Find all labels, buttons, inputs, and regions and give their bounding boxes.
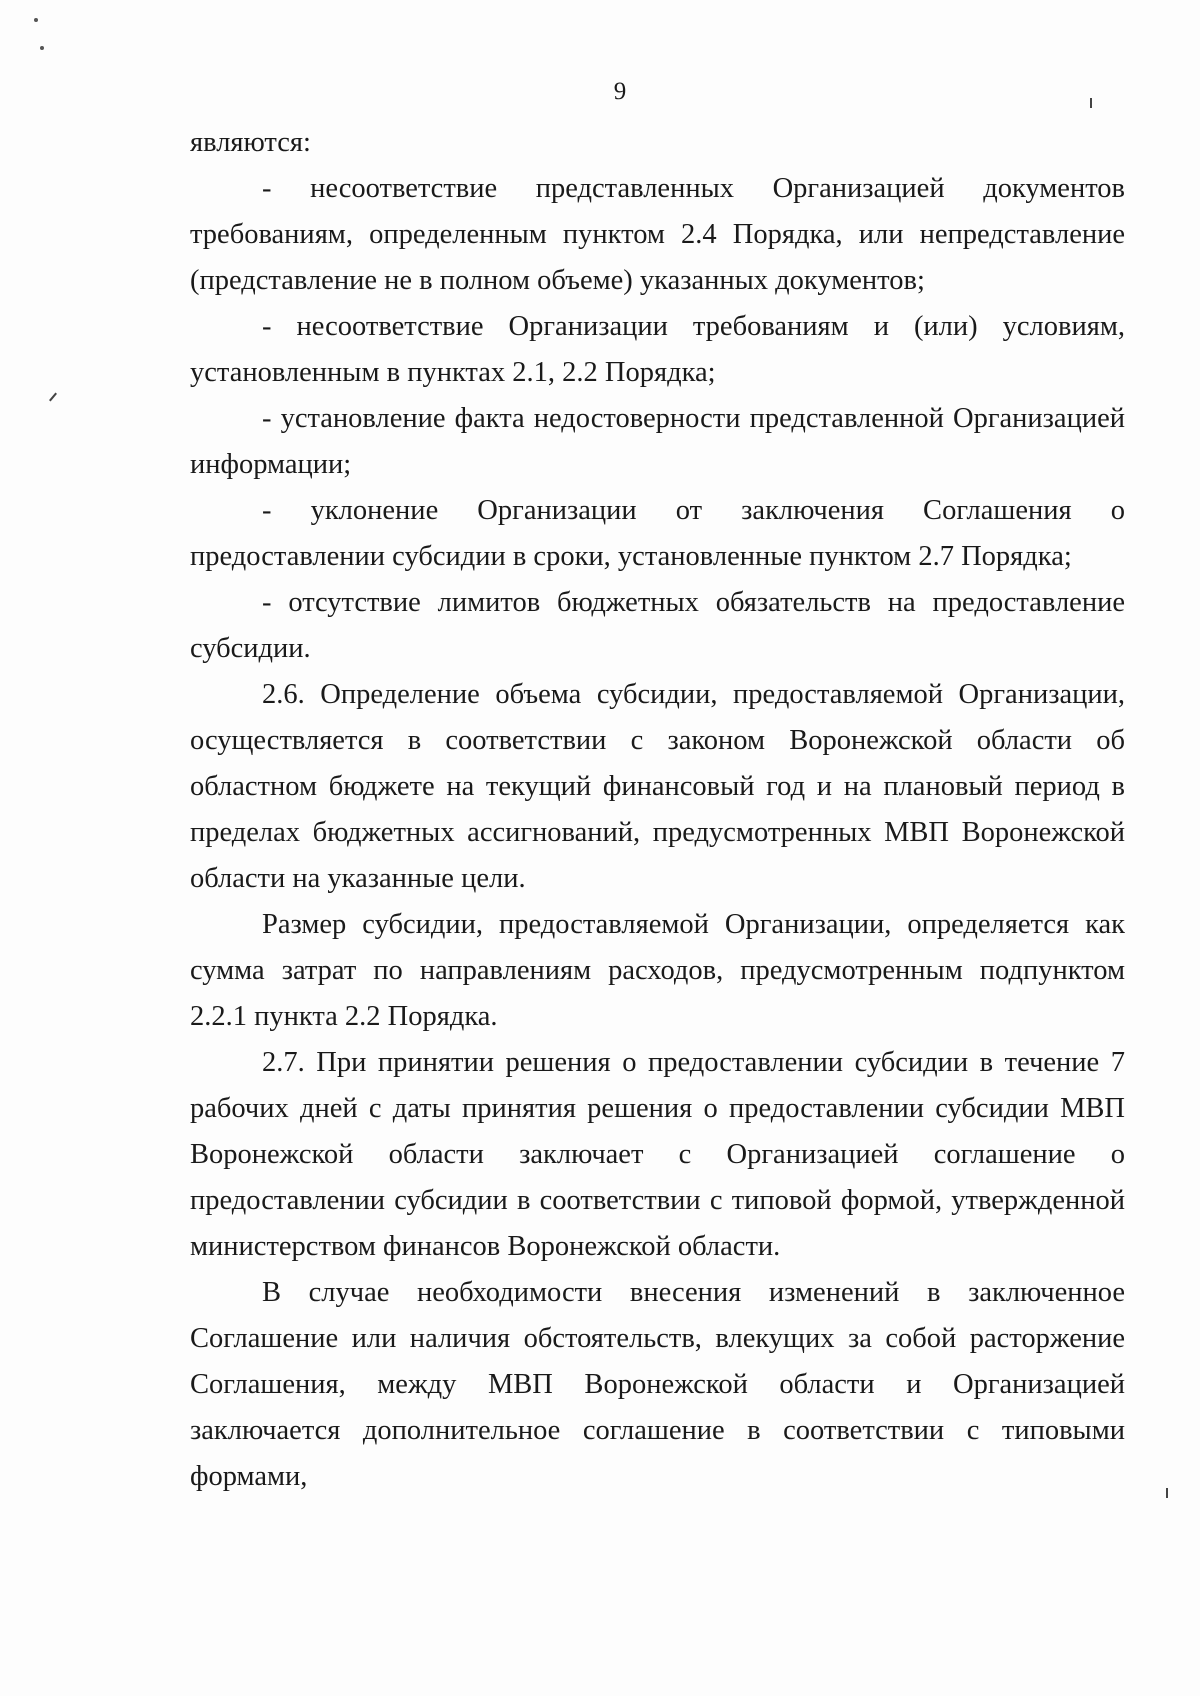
scan-speck bbox=[1166, 1488, 1168, 1498]
list-item-agreement-evasion: - уклонение Организации от заключения Соглашения о предоставлении субсидии в сроки, установленные пунктом 2.7 Порядка; bbox=[190, 495, 1125, 572]
scan-speck bbox=[34, 18, 38, 22]
paragraph-2-6: 2.6. Определение объема субсидии, предоставляемой Организации, осуществляется в соответствии с законом Воронежской области об областном бюджете на текущий финансовый год и на плановый период в пределах бюджетных ассигнований, предусмотренных МВП Воронежской области на указанные цели. bbox=[190, 679, 1125, 894]
paragraph-amendments: В случае необходимости внесения изменений в заключенное Соглашение или наличия обстоятельств, влекущих за собой расторжение Соглашения, между МВП Воронежской области и Организацией заключается дополнительное соглашение в соответствии с типовыми формами, bbox=[190, 1277, 1125, 1492]
list-item-false-information: - установление факта недостоверности представленной Организацией информации; bbox=[190, 403, 1125, 480]
page-number: 9 bbox=[613, 78, 627, 105]
list-item-requirements-mismatch: - несоответствие Организации требованиям и (или) условиям, установленным в пунктах 2.1, 2.2 Порядка; bbox=[190, 311, 1125, 388]
scan-speck bbox=[40, 46, 44, 50]
paragraph-intro: являются: bbox=[190, 127, 311, 158]
document-body bbox=[190, 120, 1125, 1500]
list-item-documents-mismatch: - несоответствие представленных Организацией документов требованиям, определенным пунктом 2.4 Порядка, или непредставление (представление не в полном объеме) указанных документов; bbox=[190, 173, 1125, 296]
scan-speck bbox=[1090, 98, 1092, 108]
list-item-no-limits: - отсутствие лимитов бюджетных обязательств на предоставление субсидии. bbox=[190, 587, 1125, 664]
paragraph-2-7: 2.7. При принятии решения о предоставлении субсидии в течение 7 рабочих дней с даты принятия решения о предоставлении субсидии МВП Воронежской области заключает с Организацией соглашение о предоставлении субсидии в соответствии с типовой формой, утвержденной министерством финансов Воронежской области. bbox=[190, 1047, 1125, 1262]
scan-speck bbox=[49, 393, 57, 402]
paragraph-subsidy-size: Размер субсидии, предоставляемой Организации, определяется как сумма затрат по направлениям расходов, предусмотренным подпунктом 2.2.1 пункта 2.2 Порядка. bbox=[190, 909, 1125, 1032]
